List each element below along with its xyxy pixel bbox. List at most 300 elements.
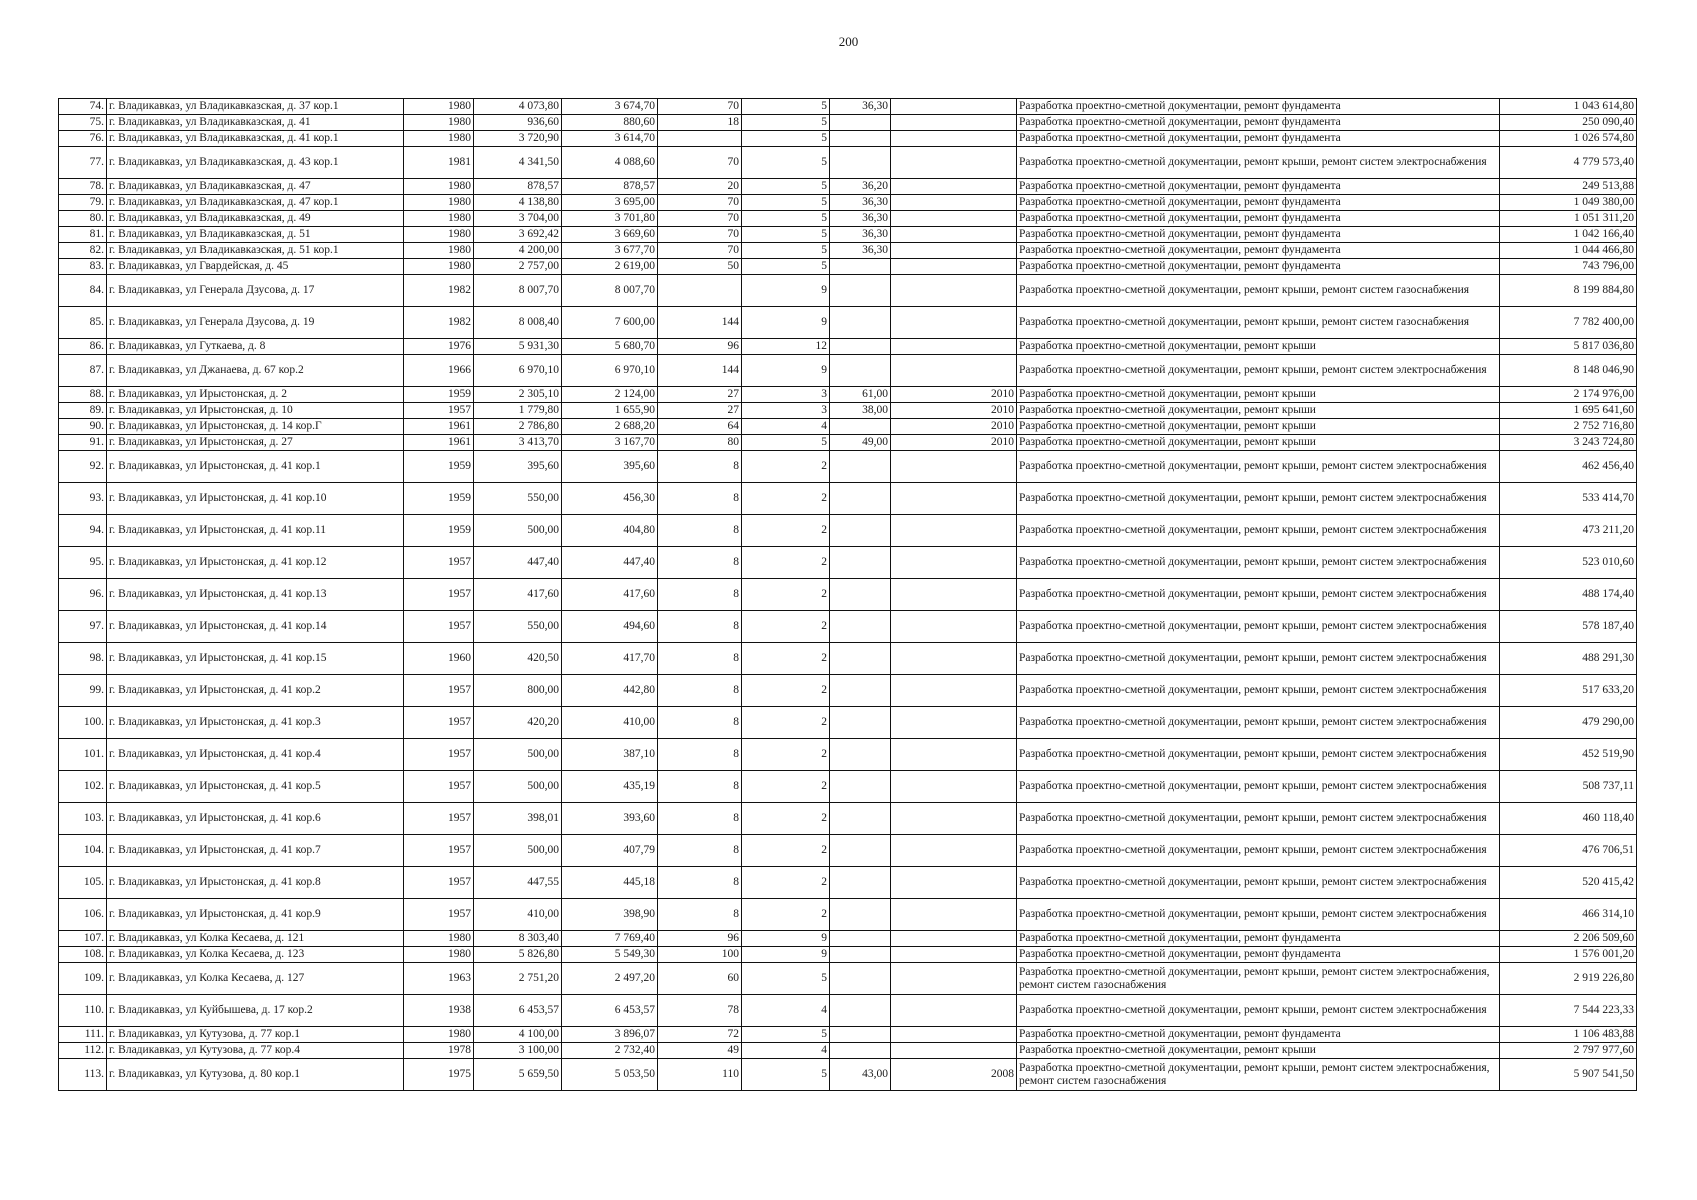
cell-row-number: 96. (59, 579, 107, 611)
cell-build-year: 1980 (404, 211, 474, 227)
cell-row-number: 77. (59, 147, 107, 179)
cell-build-year: 1981 (404, 147, 474, 179)
cell-total-area: 8 303,40 (474, 931, 562, 947)
cell-address: г. Владикавказ, ул Гуткаева, д. 8 (107, 339, 404, 355)
cell-living-area: 7 769,40 (562, 931, 658, 947)
cell-row-number: 102. (59, 771, 107, 803)
cell-build-year: 1960 (404, 643, 474, 675)
cell-apartments: 8 (658, 771, 742, 803)
cell-living-area: 494,60 (562, 611, 658, 643)
table-row (59, 483, 1637, 515)
cell-living-area: 435,19 (562, 771, 658, 803)
cell-address: г. Владикавказ, ул Владикавказская, д. 41 (107, 115, 404, 131)
cell-living-area: 880,60 (562, 115, 658, 131)
cell-repair-cost: 2 752 716,80 (1500, 419, 1637, 435)
cell-last-repair-year (891, 947, 1017, 963)
cell-work-description: Разработка проектно-сметной документации, ремонт крыши, ремонт систем электроснабжения (1017, 771, 1500, 803)
cell-floors: 9 (742, 307, 830, 339)
table-row (59, 899, 1637, 931)
cell-repair-cost: 5 907 541,50 (1500, 1059, 1637, 1091)
cell-build-year: 1957 (404, 579, 474, 611)
cell-last-repair-year (891, 835, 1017, 867)
cell-apartments (658, 275, 742, 307)
table-row (59, 115, 1637, 131)
cell-apartments: 27 (658, 403, 742, 419)
cell-row-number: 83. (59, 259, 107, 275)
cell-row-number: 86. (59, 339, 107, 355)
cell-total-area: 6 453,57 (474, 995, 562, 1027)
cell-last-repair-year (891, 483, 1017, 515)
cell-wear-percent: 49,00 (830, 435, 891, 451)
cell-work-description: Разработка проектно-сметной документации, ремонт крыши, ремонт систем электроснабжения (1017, 675, 1500, 707)
cell-floors: 3 (742, 387, 830, 403)
cell-wear-percent: 38,00 (830, 403, 891, 419)
cell-living-area: 417,70 (562, 643, 658, 675)
table-row (59, 243, 1637, 259)
cell-living-area: 393,60 (562, 803, 658, 835)
cell-living-area: 5 549,30 (562, 947, 658, 963)
cell-wear-percent (830, 515, 891, 547)
cell-repair-cost: 2 174 976,00 (1500, 387, 1637, 403)
cell-build-year: 1959 (404, 451, 474, 483)
cell-row-number: 79. (59, 195, 107, 211)
cell-wear-percent (830, 483, 891, 515)
cell-build-year: 1980 (404, 931, 474, 947)
cell-total-area: 3 100,00 (474, 1043, 562, 1059)
cell-build-year: 1957 (404, 771, 474, 803)
cell-build-year: 1980 (404, 947, 474, 963)
cell-last-repair-year (891, 99, 1017, 115)
cell-build-year: 1959 (404, 515, 474, 547)
cell-work-description: Разработка проектно-сметной документации, ремонт крыши, ремонт систем электроснабжения (1017, 547, 1500, 579)
cell-build-year: 1980 (404, 115, 474, 131)
cell-last-repair-year (891, 1027, 1017, 1043)
cell-total-area: 395,60 (474, 451, 562, 483)
cell-floors: 5 (742, 963, 830, 995)
cell-living-area: 395,60 (562, 451, 658, 483)
cell-work-description: Разработка проектно-сметной документации, ремонт крыши (1017, 403, 1500, 419)
cell-address: г. Владикавказ, ул Ирыстонская, д. 41 кор.1 (107, 451, 404, 483)
cell-work-description: Разработка проектно-сметной документации, ремонт крыши, ремонт систем электроснабжения (1017, 803, 1500, 835)
cell-floors: 2 (742, 483, 830, 515)
cell-wear-percent (830, 931, 891, 947)
cell-floors: 5 (742, 435, 830, 451)
cell-row-number: 84. (59, 275, 107, 307)
cell-last-repair-year: 2010 (891, 403, 1017, 419)
cell-apartments: 64 (658, 419, 742, 435)
cell-work-description: Разработка проектно-сметной документации, ремонт крыши, ремонт систем электроснабжения (1017, 643, 1500, 675)
cell-row-number: 74. (59, 99, 107, 115)
table-row (59, 307, 1637, 339)
cell-wear-percent (830, 803, 891, 835)
cell-row-number: 98. (59, 643, 107, 675)
cell-address: г. Владикавказ, ул Ирыстонская, д. 27 (107, 435, 404, 451)
cell-address: г. Владикавказ, ул Колка Кесаева, д. 123 (107, 947, 404, 963)
cell-wear-percent (830, 611, 891, 643)
cell-last-repair-year (891, 579, 1017, 611)
cell-last-repair-year (891, 211, 1017, 227)
cell-floors: 5 (742, 259, 830, 275)
table-row (59, 147, 1637, 179)
cell-build-year: 1959 (404, 483, 474, 515)
cell-apartments: 8 (658, 707, 742, 739)
cell-address: г. Владикавказ, ул Ирыстонская, д. 41 кор.10 (107, 483, 404, 515)
cell-total-area: 500,00 (474, 771, 562, 803)
cell-living-area: 2 688,20 (562, 419, 658, 435)
cell-repair-cost: 452 519,90 (1500, 739, 1637, 771)
cell-wear-percent (830, 739, 891, 771)
cell-last-repair-year (891, 803, 1017, 835)
cell-row-number: 90. (59, 419, 107, 435)
cell-living-area: 3 701,80 (562, 211, 658, 227)
cell-last-repair-year: 2008 (891, 1059, 1017, 1091)
cell-apartments: 144 (658, 355, 742, 387)
table-row (59, 611, 1637, 643)
cell-address: г. Владикавказ, ул Ирыстонская, д. 41 кор.8 (107, 867, 404, 899)
cell-floors: 5 (742, 243, 830, 259)
cell-apartments: 144 (658, 307, 742, 339)
cell-wear-percent: 36,30 (830, 195, 891, 211)
cell-row-number: 103. (59, 803, 107, 835)
cell-total-area: 3 692,42 (474, 227, 562, 243)
cell-total-area: 420,20 (474, 707, 562, 739)
cell-work-description: Разработка проектно-сметной документации, ремонт крыши, ремонт систем электроснабжения (1017, 451, 1500, 483)
cell-address: г. Владикавказ, ул Джанаева, д. 67 кор.2 (107, 355, 404, 387)
cell-floors: 2 (742, 611, 830, 643)
table-row (59, 931, 1637, 947)
cell-address: г. Владикавказ, ул Владикавказская, д. 51 (107, 227, 404, 243)
cell-total-area: 500,00 (474, 835, 562, 867)
cell-living-area: 1 655,90 (562, 403, 658, 419)
cell-apartments: 8 (658, 611, 742, 643)
cell-living-area: 7 600,00 (562, 307, 658, 339)
cell-floors: 2 (742, 899, 830, 931)
cell-wear-percent (830, 1043, 891, 1059)
cell-floors: 2 (742, 515, 830, 547)
cell-address: г. Владикавказ, ул Ирыстонская, д. 41 кор.12 (107, 547, 404, 579)
cell-last-repair-year (891, 675, 1017, 707)
cell-address: г. Владикавказ, ул Гвардейская, д. 45 (107, 259, 404, 275)
cell-repair-cost: 462 456,40 (1500, 451, 1637, 483)
cell-last-repair-year (891, 131, 1017, 147)
cell-repair-cost: 466 314,10 (1500, 899, 1637, 931)
cell-row-number: 97. (59, 611, 107, 643)
cell-total-area: 2 786,80 (474, 419, 562, 435)
table-row (59, 771, 1637, 803)
cell-living-area: 398,90 (562, 899, 658, 931)
cell-floors: 5 (742, 195, 830, 211)
cell-repair-cost: 1 044 466,80 (1500, 243, 1637, 259)
cell-build-year: 1982 (404, 275, 474, 307)
cell-last-repair-year: 2010 (891, 419, 1017, 435)
cell-repair-cost: 2 919 226,80 (1500, 963, 1637, 995)
cell-last-repair-year (891, 339, 1017, 355)
cell-work-description: Разработка проектно-сметной документации, ремонт крыши, ремонт систем электроснабжения (1017, 739, 1500, 771)
cell-floors: 2 (742, 643, 830, 675)
cell-total-area: 2 305,10 (474, 387, 562, 403)
cell-repair-cost: 1 026 574,80 (1500, 131, 1637, 147)
cell-last-repair-year (891, 1043, 1017, 1059)
cell-floors: 9 (742, 275, 830, 307)
cell-repair-cost: 7 782 400,00 (1500, 307, 1637, 339)
cell-total-area: 4 100,00 (474, 1027, 562, 1043)
cell-floors: 2 (742, 675, 830, 707)
cell-work-description: Разработка проектно-сметной документации, ремонт крыши, ремонт систем электроснабжения (1017, 483, 1500, 515)
cell-wear-percent (830, 867, 891, 899)
cell-repair-cost: 8 148 046,90 (1500, 355, 1637, 387)
cell-row-number: 108. (59, 947, 107, 963)
cell-wear-percent (830, 547, 891, 579)
cell-repair-cost: 3 243 724,80 (1500, 435, 1637, 451)
cell-row-number: 75. (59, 115, 107, 131)
cell-wear-percent (830, 995, 891, 1027)
cell-apartments: 80 (658, 435, 742, 451)
cell-apartments: 20 (658, 179, 742, 195)
cell-build-year: 1978 (404, 1043, 474, 1059)
cell-living-area: 2 732,40 (562, 1043, 658, 1059)
cell-build-year: 1980 (404, 179, 474, 195)
cell-total-area: 4 138,80 (474, 195, 562, 211)
cell-wear-percent (830, 355, 891, 387)
cell-address: г. Владикавказ, ул Ирыстонская, д. 41 кор.14 (107, 611, 404, 643)
cell-last-repair-year (891, 643, 1017, 675)
cell-apartments: 8 (658, 515, 742, 547)
cell-work-description: Разработка проектно-сметной документации, ремонт крыши, ремонт систем электроснабжения (1017, 515, 1500, 547)
cell-address: г. Владикавказ, ул Владикавказская, д. 43 кор.1 (107, 147, 404, 179)
cell-apartments: 72 (658, 1027, 742, 1043)
cell-work-description: Разработка проектно-сметной документации, ремонт крыши (1017, 1043, 1500, 1059)
cell-living-area: 445,18 (562, 867, 658, 899)
cell-wear-percent (830, 275, 891, 307)
cell-wear-percent: 36,30 (830, 99, 891, 115)
cell-row-number: 110. (59, 995, 107, 1027)
cell-wear-percent: 36,30 (830, 227, 891, 243)
cell-last-repair-year (891, 115, 1017, 131)
table-row (59, 355, 1637, 387)
cell-build-year: 1980 (404, 195, 474, 211)
table-row (59, 99, 1637, 115)
cell-floors: 5 (742, 147, 830, 179)
housing-repair-table (58, 98, 1637, 1091)
cell-apartments: 8 (658, 739, 742, 771)
cell-total-area: 550,00 (474, 611, 562, 643)
cell-build-year: 1980 (404, 1027, 474, 1043)
table-row (59, 675, 1637, 707)
cell-living-area: 5 053,50 (562, 1059, 658, 1091)
cell-work-description: Разработка проектно-сметной документации, ремонт крыши, ремонт систем электроснабжения (1017, 867, 1500, 899)
cell-work-description: Разработка проектно-сметной документации, ремонт фундамента (1017, 115, 1500, 131)
cell-total-area: 398,01 (474, 803, 562, 835)
cell-work-description: Разработка проектно-сметной документации, ремонт крыши, ремонт систем электроснабжения (1017, 611, 1500, 643)
table-row (59, 387, 1637, 403)
table-row (59, 179, 1637, 195)
cell-last-repair-year (891, 867, 1017, 899)
cell-living-area: 447,40 (562, 547, 658, 579)
cell-living-area: 4 088,60 (562, 147, 658, 179)
cell-work-description: Разработка проектно-сметной документации, ремонт фундамента (1017, 131, 1500, 147)
cell-build-year: 1975 (404, 1059, 474, 1091)
cell-last-repair-year (891, 355, 1017, 387)
cell-repair-cost: 5 817 036,80 (1500, 339, 1637, 355)
cell-address: г. Владикавказ, ул Кутузова, д. 80 кор.1 (107, 1059, 404, 1091)
cell-living-area: 8 007,70 (562, 275, 658, 307)
cell-address: г. Владикавказ, ул Ирыстонская, д. 41 кор.3 (107, 707, 404, 739)
cell-living-area: 387,10 (562, 739, 658, 771)
cell-floors: 5 (742, 99, 830, 115)
cell-floors: 5 (742, 1059, 830, 1091)
cell-total-area: 4 073,80 (474, 99, 562, 115)
table-row (59, 579, 1637, 611)
cell-floors: 2 (742, 707, 830, 739)
cell-floors: 5 (742, 115, 830, 131)
cell-build-year: 1957 (404, 611, 474, 643)
cell-work-description: Разработка проектно-сметной документации, ремонт крыши (1017, 339, 1500, 355)
cell-last-repair-year (891, 515, 1017, 547)
cell-total-area: 5 826,80 (474, 947, 562, 963)
cell-address: г. Владикавказ, ул Владикавказская, д. 41 кор.1 (107, 131, 404, 147)
cell-living-area: 3 614,70 (562, 131, 658, 147)
cell-last-repair-year (891, 931, 1017, 947)
cell-repair-cost: 508 737,11 (1500, 771, 1637, 803)
cell-apartments: 70 (658, 243, 742, 259)
cell-apartments: 60 (658, 963, 742, 995)
cell-address: г. Владикавказ, ул Куйбышева, д. 17 кор.2 (107, 995, 404, 1027)
cell-living-area: 417,60 (562, 579, 658, 611)
cell-build-year: 1980 (404, 227, 474, 243)
cell-living-area: 6 970,10 (562, 355, 658, 387)
cell-last-repair-year (891, 771, 1017, 803)
cell-last-repair-year: 2010 (891, 387, 1017, 403)
table-row (59, 1027, 1637, 1043)
cell-apartments: 27 (658, 387, 742, 403)
cell-address: г. Владикавказ, ул Владикавказская, д. 37 кор.1 (107, 99, 404, 115)
table-row (59, 547, 1637, 579)
cell-living-area: 3 677,70 (562, 243, 658, 259)
cell-total-area: 500,00 (474, 515, 562, 547)
cell-floors: 4 (742, 419, 830, 435)
cell-work-description: Разработка проектно-сметной документации, ремонт фундамента (1017, 947, 1500, 963)
cell-apartments: 96 (658, 339, 742, 355)
cell-wear-percent (830, 771, 891, 803)
cell-last-repair-year (891, 195, 1017, 211)
table-row (59, 435, 1637, 451)
cell-repair-cost: 1 051 311,20 (1500, 211, 1637, 227)
cell-total-area: 5 659,50 (474, 1059, 562, 1091)
cell-repair-cost: 578 187,40 (1500, 611, 1637, 643)
table-row (59, 451, 1637, 483)
cell-living-area: 3 695,00 (562, 195, 658, 211)
cell-living-area: 3 896,07 (562, 1027, 658, 1043)
cell-wear-percent (830, 147, 891, 179)
cell-address: г. Владикавказ, ул Колка Кесаева, д. 127 (107, 963, 404, 995)
table-row (59, 403, 1637, 419)
cell-build-year: 1957 (404, 803, 474, 835)
cell-floors: 5 (742, 1027, 830, 1043)
cell-work-description: Разработка проектно-сметной документации, ремонт крыши (1017, 435, 1500, 451)
cell-floors: 9 (742, 931, 830, 947)
cell-row-number: 113. (59, 1059, 107, 1091)
cell-total-area: 2 751,20 (474, 963, 562, 995)
table-row (59, 195, 1637, 211)
cell-living-area: 878,57 (562, 179, 658, 195)
cell-repair-cost: 4 779 573,40 (1500, 147, 1637, 179)
cell-repair-cost: 520 415,42 (1500, 867, 1637, 899)
cell-repair-cost: 2 797 977,60 (1500, 1043, 1637, 1059)
cell-address: г. Владикавказ, ул Ирыстонская, д. 41 кор.2 (107, 675, 404, 707)
cell-living-area: 410,00 (562, 707, 658, 739)
cell-work-description: Разработка проектно-сметной документации, ремонт крыши, ремонт систем электроснабжения (1017, 579, 1500, 611)
cell-work-description: Разработка проектно-сметной документации, ремонт фундамента (1017, 211, 1500, 227)
cell-last-repair-year (891, 275, 1017, 307)
cell-build-year: 1980 (404, 99, 474, 115)
cell-last-repair-year (891, 739, 1017, 771)
cell-floors: 2 (742, 771, 830, 803)
cell-last-repair-year (891, 995, 1017, 1027)
cell-total-area: 8 007,70 (474, 275, 562, 307)
cell-apartments: 96 (658, 931, 742, 947)
cell-apartments: 8 (658, 835, 742, 867)
cell-work-description: Разработка проектно-сметной документации, ремонт крыши, ремонт систем газоснабжения (1017, 275, 1500, 307)
cell-row-number: 106. (59, 899, 107, 931)
cell-repair-cost: 523 010,60 (1500, 547, 1637, 579)
cell-living-area: 442,80 (562, 675, 658, 707)
cell-floors: 2 (742, 451, 830, 483)
cell-repair-cost: 460 118,40 (1500, 803, 1637, 835)
cell-work-description: Разработка проектно-сметной документации, ремонт крыши, ремонт систем электроснабжения, ремонт систем газоснабжения (1017, 1059, 1500, 1091)
cell-floors: 4 (742, 1043, 830, 1059)
cell-repair-cost: 1 043 614,80 (1500, 99, 1637, 115)
table-row (59, 1059, 1637, 1091)
cell-total-area: 447,40 (474, 547, 562, 579)
cell-build-year: 1957 (404, 547, 474, 579)
cell-work-description: Разработка проектно-сметной документации, ремонт фундамента (1017, 931, 1500, 947)
cell-work-description: Разработка проектно-сметной документации, ремонт фундамента (1017, 259, 1500, 275)
cell-wear-percent: 61,00 (830, 387, 891, 403)
cell-total-area: 5 931,30 (474, 339, 562, 355)
cell-address: г. Владикавказ, ул Ирыстонская, д. 14 кор.Г (107, 419, 404, 435)
cell-address: г. Владикавказ, ул Ирыстонская, д. 41 кор.15 (107, 643, 404, 675)
cell-row-number: 107. (59, 931, 107, 947)
cell-total-area: 2 757,00 (474, 259, 562, 275)
cell-work-description: Разработка проектно-сметной документации, ремонт крыши, ремонт систем электроснабжения (1017, 995, 1500, 1027)
cell-build-year: 1957 (404, 403, 474, 419)
cell-address: г. Владикавказ, ул Ирыстонская, д. 41 кор.9 (107, 899, 404, 931)
cell-address: г. Владикавказ, ул Ирыстонская, д. 41 кор.13 (107, 579, 404, 611)
table-row (59, 867, 1637, 899)
cell-wear-percent (830, 947, 891, 963)
cell-address: г. Владикавказ, ул Ирыстонская, д. 41 кор.7 (107, 835, 404, 867)
cell-row-number: 111. (59, 1027, 107, 1043)
cell-address: г. Владикавказ, ул Владикавказская, д. 51 кор.1 (107, 243, 404, 259)
cell-row-number: 93. (59, 483, 107, 515)
table-row (59, 419, 1637, 435)
cell-last-repair-year (891, 179, 1017, 195)
cell-repair-cost: 533 414,70 (1500, 483, 1637, 515)
cell-repair-cost: 1 576 001,20 (1500, 947, 1637, 963)
cell-living-area: 3 669,60 (562, 227, 658, 243)
cell-last-repair-year (891, 147, 1017, 179)
cell-address: г. Владикавказ, ул Ирыстонская, д. 41 кор.11 (107, 515, 404, 547)
cell-living-area: 2 619,00 (562, 259, 658, 275)
cell-address: г. Владикавказ, ул Ирыстонская, д. 41 кор.5 (107, 771, 404, 803)
cell-row-number: 112. (59, 1043, 107, 1059)
cell-work-description: Разработка проектно-сметной документации, ремонт крыши, ремонт систем газоснабжения (1017, 307, 1500, 339)
cell-work-description: Разработка проектно-сметной документации, ремонт крыши (1017, 387, 1500, 403)
cell-wear-percent (830, 1027, 891, 1043)
cell-total-area: 8 008,40 (474, 307, 562, 339)
cell-floors: 5 (742, 227, 830, 243)
cell-wear-percent (830, 115, 891, 131)
